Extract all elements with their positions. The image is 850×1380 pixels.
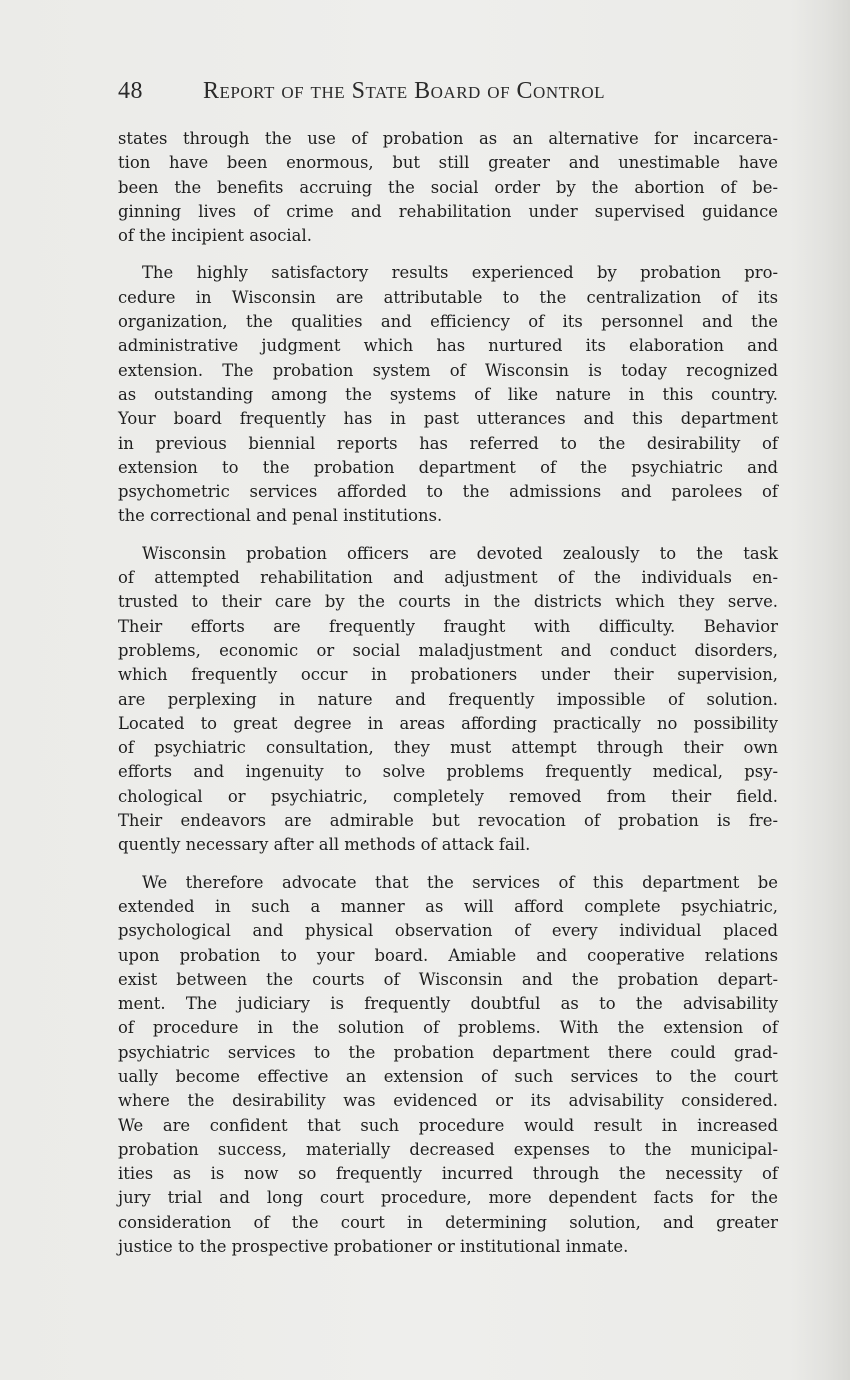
text-line: ities as is now so frequently incurred through the necessity of: [118, 1164, 778, 1184]
text-line: upon probation to your board. Amiable and cooperative relations: [118, 945, 778, 965]
text-line: been the benefits accruing the social order by the abortion of be-: [118, 177, 778, 197]
text-line: trusted to their care by the courts in the districts which they serve.: [118, 592, 778, 612]
text-line: ginning lives of crime and rehabilitation under supervised guidance: [118, 201, 778, 221]
text-line: Your board frequently has in past utterances and this department: [118, 409, 778, 429]
text-line: of attempted rehabilitation and adjustment of the individuals en-: [118, 568, 778, 588]
text-line: the correctional and penal institutions.: [118, 506, 443, 526]
running-head: Report of the State Board of Control: [203, 78, 605, 104]
text-line: administrative judgment which has nurtured its elaboration and: [118, 336, 778, 356]
text-line: Their efforts are frequently fraught with difficulty. Behavior: [118, 616, 778, 636]
text-line: which frequently occur in probationers under their supervision,: [118, 665, 778, 685]
text-line: chological or psychiatric, completely removed from their field.: [118, 786, 778, 806]
text-line: of procedure in the solution of problems. With the extension of: [118, 1018, 778, 1038]
text-line: are perplexing in nature and frequently impossible of solution.: [118, 689, 778, 709]
text-line: The highly satisfactory results experienced by probation pro-: [142, 263, 778, 283]
text-line: exist between the courts of Wisconsin and the probation depart-: [118, 969, 778, 989]
text-line: justice to the prospective probationer or institutional inmate.: [118, 1237, 629, 1257]
page-header: [118, 78, 778, 106]
text-line: in previous biennial reports has referred to the desirability of: [118, 433, 778, 453]
text-line: psychometric services afforded to the admissions and parolees of: [118, 482, 778, 502]
text-line: psychiatric services to the probation department there could grad-: [118, 1042, 778, 1062]
text-line: ment. The judiciary is frequently doubtful as to the advisability: [118, 994, 778, 1014]
text-line: ually become effective an extension of such services to the court: [118, 1066, 778, 1086]
text-line: psychological and physical observation of every individual placed: [118, 921, 778, 941]
text-line: extension to the probation department of the psychiatric and: [118, 457, 778, 477]
text-line: consideration of the court in determining solution, and greater: [118, 1212, 778, 1232]
text-line: quently necessary after all methods of attack fail.: [118, 835, 531, 855]
paragraph-1: [118, 127, 778, 248]
body-text: [118, 127, 778, 1272]
paragraph-4: [118, 871, 778, 1260]
text-line: of psychiatric consultation, they must attempt through their own: [118, 738, 778, 758]
text-line: Located to great degree in areas affording practically no possibility: [118, 713, 778, 733]
text-line: problems, economic or social maladjustment and conduct disorders,: [118, 640, 778, 660]
text-line: cedure in Wisconsin are attributable to the centralization of its: [118, 287, 778, 307]
paragraph-3: [118, 542, 778, 858]
page-number: 48: [118, 78, 143, 104]
text-line: of the incipient asocial.: [118, 226, 312, 246]
text-line: We are confident that such procedure would result in increased: [118, 1115, 778, 1135]
paragraph-2: [118, 261, 778, 528]
text-line: We therefore advocate that the services of this department be: [142, 872, 778, 892]
text-line: where the desirability was evidenced or its advisability considered.: [118, 1091, 778, 1111]
text-line: as outstanding among the systems of like nature in this country.: [118, 384, 778, 404]
text-line: extended in such a manner as will afford complete psychiatric,: [118, 896, 778, 916]
text-line: organization, the qualities and efficiency of its personnel and the: [118, 312, 778, 332]
text-line: efforts and ingenuity to solve problems frequently medical, psy-: [118, 762, 778, 782]
text-line: extension. The probation system of Wisconsin is today recognized: [118, 360, 778, 380]
text-line: tion have been enormous, but still greater and unestimable have: [118, 153, 778, 173]
text-line: jury trial and long court procedure, more dependent facts for the: [118, 1188, 778, 1208]
text-line: Their endeavors are admirable but revocation of probation is fre-: [118, 811, 778, 831]
text-line: probation success, materially decreased expenses to the municipal-: [118, 1139, 778, 1159]
text-line: states through the use of probation as an alternative for incarcera-: [118, 129, 778, 148]
text-line: Wisconsin probation officers are devoted zealously to the task: [142, 543, 778, 563]
